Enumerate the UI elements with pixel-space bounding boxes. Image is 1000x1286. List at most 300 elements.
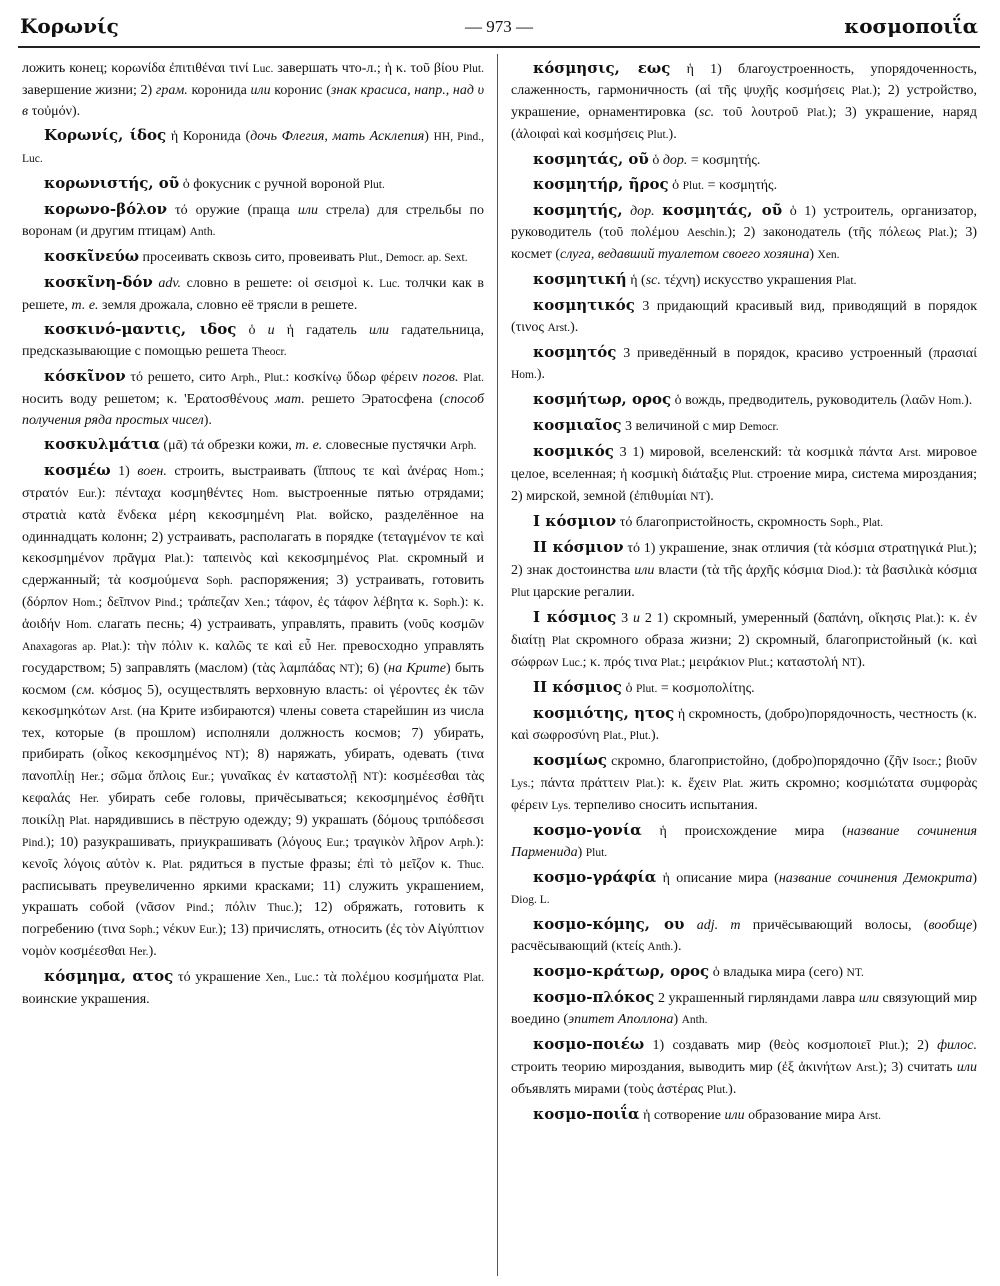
entry-text: земля дрожала, словно её трясли в решете. (98, 298, 358, 313)
source-abbrev: Hom. (252, 488, 279, 500)
entry-text: ); 2) (900, 1038, 938, 1053)
entry-text: ). (673, 939, 682, 954)
headword: I κόσμιον (533, 512, 617, 530)
dictionary-entry (22, 366, 484, 431)
dictionary-entry (22, 246, 484, 269)
dictionary-entry (511, 58, 977, 146)
headword: κοσμο-πλόκος (533, 988, 655, 1006)
dictionary-entry (511, 537, 977, 604)
entry-text: ἡ описание мира ( (656, 871, 779, 886)
italic-note: или (858, 991, 879, 1006)
entry-text: скромного образа жизни; 2) скромный, благопристойный (κ. καὶ σώφρων (511, 633, 977, 670)
italic-note: sc. (645, 273, 661, 288)
italic-note: или (634, 563, 655, 578)
source-abbrev: Soph. (433, 597, 461, 609)
entry-text: нарядившись в пёструю одежду; 9) украшать (δόμους τριπόδεσσι (89, 813, 485, 828)
entry-text: 3 придающий красивый вид, приводящий в порядок (τινος (511, 299, 977, 335)
entry-text: = κοσμητής. (704, 178, 778, 193)
entry-text: ; στρατόν (22, 464, 484, 501)
entry-text: власти (τὰ τῆς ἀρχῆς κόσμια (654, 563, 828, 578)
entry-text: ; βιοῦν (937, 754, 977, 769)
source-abbrev: Hom. (454, 466, 481, 478)
entry-text: 1) создавать мир (θεὸς κοσμοποιεῖ (644, 1038, 879, 1053)
entry-text: ): κενοῖς λόγοις αὑτὸν κ. (22, 835, 484, 872)
italic-note: sc. (699, 105, 715, 120)
headword: κοσμητική (533, 270, 627, 288)
entry-text: ) быть космом ( (22, 661, 484, 698)
source-abbrev: Plut. (585, 847, 608, 859)
dictionary-entry (511, 415, 977, 438)
headword: II κόσμιος (533, 678, 622, 696)
entry-text: просеивать сквозь сито, провеивать (139, 250, 359, 265)
entry-text: ἡ скромность, (добро)порядочность, честность (κ. καὶ σωφροσύνη (511, 707, 977, 743)
entry-text: ) (577, 845, 586, 860)
italic-note: т. е. (295, 438, 323, 453)
italic-note: adv. (152, 276, 182, 291)
headword: I κόσμιος (533, 608, 617, 626)
italic-note: погов. (422, 370, 459, 385)
source-abbrev: Isocr. (912, 756, 938, 768)
source-abbrev: Anth. (681, 1014, 708, 1026)
header-first-headword: Κορωνίς (20, 14, 119, 38)
dictionary-entry (511, 441, 977, 508)
entry-text: ); 12) обряжать, готовить к погребению (τινα (22, 900, 485, 937)
italic-note: способ получения ряда простых чисел (22, 392, 485, 428)
source-abbrev: Plut. (647, 129, 669, 141)
source-abbrev: Plut. (462, 63, 484, 75)
source-abbrev: Plat. (928, 227, 950, 239)
headword: κοσμιαῖος (533, 416, 622, 434)
entry-text: ὁ (668, 178, 683, 193)
entry-text: ); 13) причислять, относить (ἐς τὸν Αἰγύπτιον νομὸν κοσμέεσθαι (22, 922, 484, 959)
entry-text: ). (650, 728, 660, 743)
dictionary-entry (511, 149, 977, 171)
source-abbrev: Plat. (162, 859, 184, 871)
entry-text: царские регалии. (529, 585, 635, 600)
source-abbrev: Pind. (22, 837, 46, 849)
page-header (20, 14, 978, 44)
entry-text: слагать песнь; 4) устраивать, управлять, править (νοῦς κοσμῶν (91, 617, 484, 632)
entry-text: ); 3) украшение, наряд (ἀλοιφαὶ καὶ κοσμήσεις (511, 105, 977, 142)
entry-text: = κοσμοπολίτης. (657, 681, 755, 696)
dictionary-entry (511, 174, 977, 197)
entry-text: строить теорию мироздания, выводить мир (ἐξ ἀκινήτων (511, 1060, 856, 1075)
source-abbrev: Eur. (78, 488, 98, 500)
entry-text: мировое целое, вселенная; ἡ κοσμικὴ διάταξις (511, 445, 977, 482)
entry-text: ). (728, 1082, 737, 1097)
dictionary-entry (511, 269, 977, 292)
entry-text: ; τάφον, ἐς τάφον λέβητα κ. (266, 595, 434, 610)
continued-entry (22, 58, 484, 122)
entry-text: ) (424, 129, 434, 144)
entry-text: ; μειράκιον (681, 655, 749, 670)
entry-text: ) (972, 871, 977, 886)
entry-text: ): κ. ἔχειν (656, 776, 723, 791)
headword: κοσμο-γράφία (533, 868, 657, 886)
dictionary-entry (511, 703, 977, 747)
source-abbrev: Plat. (296, 510, 318, 522)
entry-text: скромный и сдержанный; τὰ κοσμούμενα (22, 551, 484, 588)
source-abbrev: Xen. (817, 249, 840, 261)
entry-text: ; τραγικὸν λῆρον (345, 835, 449, 850)
italic-note: воен. (137, 464, 167, 479)
entry-text: τοῦ λουτροῦ (714, 105, 808, 120)
source-abbrev: Lys. (551, 800, 571, 812)
italic-note: филос. (937, 1038, 977, 1053)
entry-text: 2 украшенный гирляндами лавра (654, 991, 859, 1006)
header-rule (18, 46, 980, 48)
source-abbrev: Anth. (647, 941, 674, 953)
source-abbrev: Plut. (878, 1040, 901, 1052)
source-abbrev: Arst. (898, 447, 922, 459)
entry-text: τό 1) украшение, знак отличия (τὰ κόσμια στρατηγικά (623, 541, 947, 556)
dictionary-entry (511, 867, 977, 911)
entry-text: ): πένταχα κοσμηθέντες (97, 486, 253, 501)
dictionary-entry (511, 511, 977, 534)
source-abbrev: Pind. (154, 597, 179, 609)
dictionary-entry (511, 1104, 977, 1127)
column-divider (497, 54, 498, 1276)
entry-text: стрела) для стрельбы по воронам (и другим птицам) (22, 203, 484, 239)
source-abbrev: Hom. (72, 597, 99, 609)
dictionary-entry (511, 914, 977, 958)
entry-text: носить воду решетом; κ. 'Ερατοσθένους (22, 392, 276, 407)
headword: κόσμησις, εως (533, 59, 671, 77)
source-abbrev: Her. (80, 771, 101, 783)
entry-text: : κοσκίνῳ ὕδωρ φέρειν (285, 370, 423, 385)
source-abbrev: Hom. (938, 395, 965, 407)
italic-note: грам. (155, 83, 188, 98)
source-abbrev: Plat. (635, 778, 657, 790)
source-abbrev: Hom. (65, 619, 92, 631)
entry-text: 3 (616, 611, 633, 626)
entry-text: завершать что-л.; ἡ κ. τοῦ βίου (273, 61, 463, 76)
italic-note: см. (76, 683, 95, 698)
entry-text: завершение жизни; 2) (22, 83, 156, 98)
entry-text: 3 1) мировой, вселенский: τὰ κοσμικὰ πάντα (613, 445, 899, 460)
entry-text: ): κοσμέεσθαι τὰς κεφαλάς (22, 769, 484, 806)
entry-text: скромно, благопристойно, (добро)порядочно (ζῆν (606, 754, 913, 769)
source-abbrev: Plat. (463, 372, 485, 384)
entry-text: (на Крите избираются) члены совета старейшин из числа тех, которые (в прошлом) исполняли должность космов; 7) убирать, прибирать (οἶκος κεκοσμημένος (22, 704, 484, 762)
source-abbrev: Plut. (682, 180, 705, 192)
dictionary-entry (511, 677, 977, 700)
headword: κοσμητός (533, 343, 617, 361)
headword: κορωνιστής, οῦ (44, 174, 180, 192)
entry-text: ἡ сотворение (639, 1108, 725, 1123)
entry-text: ложить конец; κορωνίδα ἐπιτιθέναι τινί (22, 61, 253, 76)
headword: II κόσμιον (533, 538, 624, 556)
entry-text: ): κ. ἀοιδήν (22, 595, 484, 632)
headword: κοσκυλμάτια (44, 435, 160, 453)
dictionary-entry (22, 125, 484, 170)
entry-text: ): κ. ἐν διαίτῃ (511, 611, 978, 648)
source-abbrev: Plat. (915, 613, 936, 625)
entry-text: распоряжения; 3) устраивать, готовить (δόρπον (22, 573, 484, 610)
headword: κοσμητικός (533, 296, 635, 314)
source-abbrev: Eur. (199, 924, 218, 936)
entry-text: гадательница, предсказывающие с помощью решета (22, 323, 484, 359)
entry-text: ; γυναῖκας ἐν καταστολῇ (210, 769, 364, 784)
entry-text: ). (148, 944, 157, 959)
dictionary-entry (22, 199, 484, 243)
headword: κοσμητάς, οῦ (662, 201, 783, 219)
entry-text: ἡ гадатель (274, 323, 369, 338)
entry-text: τέχνη) искусство украшения (660, 273, 836, 288)
source-abbrev: Plat. (722, 778, 744, 790)
entry-text: 2 1) скромный, умеренный (δαπάνη, οἴκησις (639, 611, 916, 626)
source-abbrev: Arph., Plut. (230, 372, 286, 384)
page-number: — 973 — (465, 17, 533, 36)
entry-text: : τὰ πολέμου κοσμήματα (315, 970, 464, 985)
entry-text: ); 2) законодатель (τῆς πόλεως (727, 225, 929, 240)
headword: κοσκῖνη-δόν (44, 273, 153, 291)
entry-text: ἡ 1) благоустроенность, упорядоченность, слаженность, гармоничность (αἱ τῆς ψυχῆς κοσμήσεις (511, 62, 977, 98)
entry-text: ἡ Коронида ( (166, 129, 251, 144)
italic-note: название сочинения Демокрита (778, 871, 973, 886)
headword: κοσμο-γονία (533, 821, 642, 839)
italic-note: название сочинения Парменида (511, 824, 978, 860)
entry-text: ). (964, 393, 973, 408)
italic-note: или (368, 323, 390, 338)
entry-text: ). (857, 655, 866, 670)
italic-note: adj. m (684, 918, 741, 933)
entry-text: коронида (187, 83, 251, 98)
headword: κορωνο-βόλον (44, 200, 168, 218)
entry-text: ὁ 1) устроитель, организатор, руководитель (τοῦ πολέμου (511, 204, 977, 240)
entry-text: ); 3) космет ( (511, 225, 977, 262)
dictionary-entry (511, 820, 977, 864)
entry-text: ὁ (236, 323, 268, 338)
italic-note: или (297, 203, 318, 218)
italic-note: мат. (275, 392, 305, 407)
entry-text: строить, выстраивать (ἵππους τε καὶ ἀνέρας (166, 464, 455, 479)
italic-note: эпитет Аполлона (567, 1012, 674, 1027)
headword: κοσκινό-μαντις, ιδος (44, 320, 237, 338)
entry-text: 1) (110, 464, 138, 479)
source-abbrev: Aeschin. (686, 227, 728, 239)
entry-text: ; πόλιν (210, 900, 268, 915)
entry-text: ὁ фокусник с ручной вороной (179, 177, 364, 192)
source-abbrev: Plat. (69, 815, 90, 827)
italic-note: на Крите (388, 661, 446, 676)
source-abbrev: NT (339, 663, 355, 675)
source-abbrev: Soph. (206, 575, 233, 587)
source-abbrev: Plut. (731, 469, 754, 481)
headword: κοσμο-κόμης, ου (533, 915, 685, 933)
dictionary-entry (511, 987, 977, 1031)
entry-text: (μᾶ) τά обрезки кожи, (159, 438, 296, 453)
entry-text: τό оружие (праща (167, 203, 298, 218)
entry-text: воинские украшения. (22, 992, 150, 1007)
entry-text: ἡ происхождение мира ( (641, 824, 847, 839)
dictionary-entry (22, 173, 484, 196)
entry-text: ). (203, 413, 212, 428)
entry-text: выстроенные пятью отрядами; στρατιὰ κατὰ ἕνδεκα μέρη κεκοσμημένη (22, 486, 484, 523)
source-abbrev: Plut. (363, 179, 385, 191)
entry-text: решето Эратосфена ( (304, 392, 445, 407)
source-abbrev: NT. (846, 967, 864, 979)
source-abbrev: Eur. (326, 837, 346, 849)
source-abbrev: Plut. (748, 657, 770, 669)
source-abbrev: NT (690, 491, 706, 503)
source-abbrev: Thuc. (267, 902, 294, 914)
dictionary-entry (22, 460, 484, 963)
entry-text: 3 приведённый в порядок, красиво устроенный (πρασιαί (616, 346, 977, 361)
source-abbrev: Arph. (449, 440, 477, 452)
entry-text: ; κ. πρός τινα (582, 655, 661, 670)
entry-text: ; δεῖπνον (98, 595, 155, 610)
headword: κοσμητής, (533, 201, 623, 219)
source-abbrev: Eur. (191, 771, 211, 783)
right-column (511, 58, 977, 1130)
entry-text: причёсывающий волосы, ( (740, 918, 929, 933)
source-abbrev: Plut (511, 587, 530, 599)
dictionary-entry (511, 1034, 977, 1101)
entry-text: τό решето, сито (125, 370, 231, 385)
headword: κοσμο-κράτωρ, ορος (533, 962, 710, 980)
entry-text: ὁ вождь, предводитель, руководитель (λαῶν (671, 393, 939, 408)
source-abbrev: Theocr. (251, 346, 287, 358)
dictionary-entry (22, 319, 484, 363)
entry-text: ). (668, 127, 677, 142)
source-abbrev: NT (363, 771, 379, 783)
entry-text: ). (705, 489, 714, 504)
entry-text: войско, разделённое на одиннадцать колонн; 2) устраивать, располагать в порядке (τεταγμένον τε καὶ κεκοσμημένον πρᾶγμα (22, 508, 484, 566)
dictionary-entry (22, 434, 484, 457)
headword: κοσμο-ποιέω (533, 1035, 645, 1053)
headword: κοσκῖνεύω (44, 247, 140, 265)
entry-text: ); 8) наряжать, убирать, одевать (τινα πανοπλίῃ (22, 747, 484, 784)
entry-text: ; πάντα πράττειν (530, 776, 636, 791)
source-abbrev: Plat (551, 635, 570, 647)
entry-text: ) (809, 247, 818, 262)
entry-text: ; τράπεζαν (178, 595, 245, 610)
source-abbrev: Plut. (706, 1084, 729, 1096)
headword: κοσμητήρ, ῆρος (533, 175, 669, 193)
source-abbrev: Diog. L. (511, 894, 550, 906)
source-abbrev: Plat. (164, 553, 186, 565)
source-abbrev: Arst. (855, 1062, 879, 1074)
entry-text: ὁ (621, 681, 636, 696)
entry-text: расписывать преувеличенно яркими красками; 11) служить украшением, украшать собой (νᾶσον (22, 879, 484, 915)
source-abbrev: Plat. (463, 972, 484, 984)
source-abbrev: Soph. (128, 924, 156, 936)
source-abbrev: Thuc. (457, 859, 485, 871)
source-abbrev: Hom. (511, 369, 537, 381)
headword: κοσμέω (44, 461, 111, 479)
italic-note: дочь Флегия, мать Асклепия (250, 129, 425, 144)
entry-text: ). (536, 367, 546, 382)
entry-text: ): τὴν πόλιν κ. καλῶς τε καὶ εὖ (122, 639, 318, 654)
entry-text: связующий мир воедино ( (511, 991, 978, 1027)
source-abbrev: Democr. (739, 421, 779, 433)
italic-note: знак красиса, напр., над υ в (22, 83, 484, 119)
source-abbrev: Arst. (110, 706, 133, 718)
italic-note: т. е. (71, 298, 99, 313)
source-abbrev: NT (225, 749, 241, 761)
entry-text: ): τὰ βασιλικὰ κόσμια (853, 563, 977, 578)
source-abbrev: Plat. (377, 553, 399, 565)
italic-note: дор. (662, 153, 688, 168)
italic-note: и (632, 611, 640, 626)
header-last-headword: κοσμοποιΐα (844, 14, 978, 38)
entry-text: 3 величиной с мир (621, 419, 740, 434)
dictionary-entry (22, 966, 484, 1010)
source-abbrev: Luc. (379, 278, 400, 290)
italic-note: или (250, 83, 271, 98)
dictionary-entry (511, 295, 977, 339)
source-abbrev: HH, Pind., Luc. (22, 131, 485, 165)
entry-text: ὁ владыка мира (сего) (709, 965, 847, 980)
entry-text: ); 2) знак достоинства (511, 541, 977, 578)
entry-text: ); 2) устройство, украшение, орнаментировка ( (511, 83, 977, 120)
entry-text: толчки как в решете, (22, 276, 484, 313)
source-abbrev: Anth. (189, 226, 216, 238)
source-abbrev: Her. (317, 641, 337, 653)
entry-text: ). (570, 320, 579, 335)
italic-note: или (724, 1108, 745, 1123)
headword: κοσμίως (533, 751, 607, 769)
dictionary-entry (22, 272, 484, 316)
headword: κόσκῖνον (44, 367, 126, 385)
source-abbrev: Diod. (827, 565, 854, 577)
entry-text: рядиться в пустые фразы; ἐπὶ τὸ μεῖζον κ. (183, 857, 458, 872)
source-abbrev: Xen., Luc. (265, 972, 316, 984)
italic-note: дор. (622, 204, 655, 219)
italic-note: вообще (928, 918, 973, 933)
source-abbrev: Arph. (448, 837, 476, 849)
source-abbrev: Pind. (186, 902, 211, 914)
source-abbrev: NT (841, 657, 858, 669)
dictionary-entry (511, 750, 977, 817)
source-abbrev: Her. (129, 946, 149, 958)
source-abbrev: Plat. (835, 275, 857, 287)
source-abbrev: Luc. (252, 63, 274, 75)
entry-text: ὁ (648, 153, 663, 168)
entry-text: словесные пустячки (322, 438, 450, 453)
source-abbrev: Plat. (851, 85, 873, 97)
dictionary-entry (511, 607, 977, 674)
source-abbrev: Xen. (244, 597, 267, 609)
source-abbrev: Plut. (635, 683, 658, 695)
entry-text: ἡ ( (626, 273, 646, 288)
entry-text: жить скромно; κοσμιώτατα συμφορὰς φέρειν (511, 776, 977, 813)
entry-text: убирать себе головы, причёсываться; κεκοσμημένος ἐσθῆτι ποικίλῃ (22, 791, 485, 828)
headword: κοσμικός (533, 442, 614, 460)
source-abbrev: Plut., Democr. ap. Sext. (358, 252, 468, 264)
headword: κοσμήτωρ, ορος (533, 390, 672, 408)
entry-text: ; νέκυν (155, 922, 200, 937)
headword: Κορωνίς, ίδος (44, 126, 167, 144)
entry-text: ); 10) разукрашивать, приукрашивать (λόγους (45, 835, 327, 850)
left-column (22, 58, 484, 1013)
source-abbrev: Plut. (947, 543, 969, 555)
headword: κοσμο-ποιΐα (533, 1105, 640, 1123)
entry-text: коронис ( (270, 83, 331, 98)
source-abbrev: Plat., Plut. (603, 730, 651, 742)
entry-text: κόσμος 5), осуществлять верховную власть: οἱ γέροντες ἐκ τῶν κεκοσμηκότων (22, 683, 484, 719)
entry-text: ; καταστολή (769, 655, 842, 670)
italic-note: или (956, 1060, 978, 1075)
entry-text: τοὐμόν). (28, 104, 81, 119)
headword: κοσμητάς, οῦ (533, 150, 649, 168)
entry-text: ): ταπεινὸς καὶ κεκοσμημένος (185, 551, 378, 566)
source-abbrev: Anaxagoras ap. Plat. (22, 641, 123, 653)
entry-text: превосходно управлять государством; 5) заправлять (маслом) (τὰς λαμπάδας (22, 639, 485, 676)
source-abbrev: Soph., Plat. (830, 517, 884, 529)
entry-text: τό благопристойность, скромность (616, 515, 831, 530)
